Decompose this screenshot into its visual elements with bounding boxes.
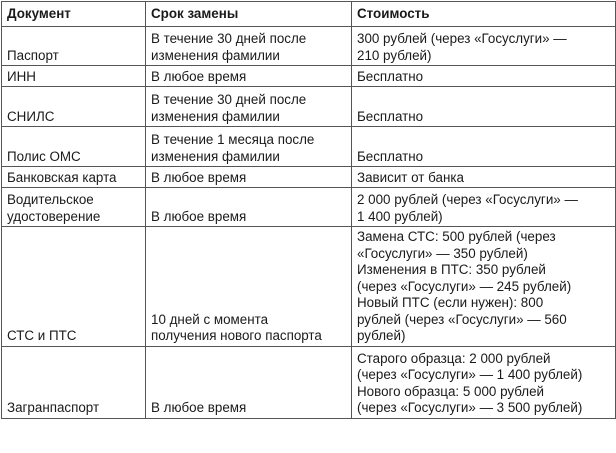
- cost-cell: 300 рублей (через «Госуслуги» — 210 рублей): [352, 27, 616, 66]
- term-cell: 10 дней с момента получения нового паспорта: [146, 227, 352, 347]
- document-cell: СНИЛС: [2, 87, 146, 127]
- table-row: [2, 346, 616, 418]
- header-term: Срок замены: [146, 2, 352, 27]
- term-cell: В течение 30 дней после изменения фамилии: [146, 27, 352, 66]
- cost-cell: Старого образца: 2 000 рублей (через «Госуслуги» — 1 400 рублей) Нового образца: 5 000 рублей (через «Госуслуги» — 3 500 рублей): [352, 346, 616, 418]
- document-cell: ИНН: [2, 66, 146, 87]
- table-row: [2, 188, 616, 227]
- document-cell: Полис ОМС: [2, 127, 146, 167]
- cost-cell: Замена СТС: 500 рублей (через «Госуслуги» — 350 рублей) Изменения в ПТС: 350 рублей (через «Госуслуги» — 245 рублей) Новый ПТС (если нужен): 800 рублей (через «Госуслуги» — 560 рублей): [352, 227, 616, 347]
- table-row: [2, 87, 616, 127]
- cost-cell: 2 000 рублей (через «Госуслуги» — 1 400 рублей): [352, 188, 616, 227]
- cost-cell: Бесплатно: [352, 66, 616, 87]
- cost-cell: Бесплатно: [352, 87, 616, 127]
- document-cell: СТС и ПТС: [2, 227, 146, 347]
- document-cell: Паспорт: [2, 27, 146, 66]
- header-cost: Стоимость: [352, 2, 616, 27]
- document-cell: Водительское удостоверение: [2, 188, 146, 227]
- term-cell: В любое время: [146, 66, 352, 87]
- term-cell: В течение 30 дней после изменения фамилии: [146, 87, 352, 127]
- table-row: [2, 167, 616, 188]
- table-row: [2, 27, 616, 66]
- document-replacement-table: [1, 1, 616, 419]
- term-cell: В любое время: [146, 188, 352, 227]
- cost-cell: Зависит от банка: [352, 167, 616, 188]
- term-cell: В любое время: [146, 167, 352, 188]
- table-row: [2, 227, 616, 347]
- document-cell: Банковская карта: [2, 167, 146, 188]
- table-header-row: [2, 2, 616, 27]
- cost-cell: Бесплатно: [352, 127, 616, 167]
- term-cell: В течение 1 месяца после изменения фамилии: [146, 127, 352, 167]
- table-row: [2, 66, 616, 87]
- term-cell: В любое время: [146, 346, 352, 418]
- document-cell: Загранпаспорт: [2, 346, 146, 418]
- table-row: [2, 127, 616, 167]
- header-document: Документ: [2, 2, 146, 27]
